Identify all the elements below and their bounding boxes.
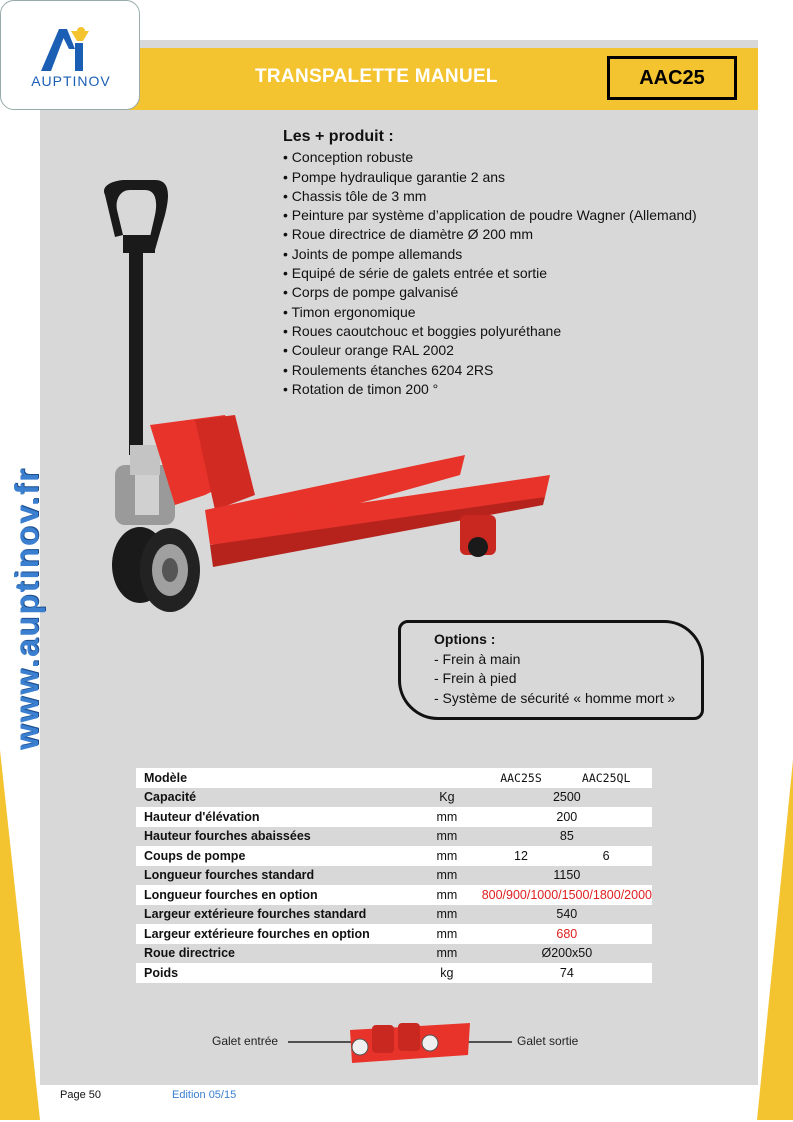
table-row: [136, 846, 652, 866]
list-item: • Conception robuste: [283, 148, 697, 167]
list-item: • Roulements étanches 6204 2RS: [283, 361, 697, 380]
table-cell: Poids: [136, 963, 412, 983]
table-cell: kg: [412, 963, 482, 983]
logo-text: AUPTINOV: [31, 73, 111, 89]
table-cell: Capacité: [136, 788, 412, 808]
features-list: [283, 148, 697, 399]
table-cell: Largeur extérieure fourches standard: [136, 905, 412, 925]
list-item: - Frein à main: [434, 650, 521, 667]
list-item: • Roue directrice de diamètre Ø 200 mm: [283, 225, 697, 244]
side-url: www.auptinov.fr: [8, 467, 45, 750]
table-row: [136, 924, 652, 944]
table-cell: 85: [482, 827, 652, 847]
specs-table: [136, 768, 652, 983]
list-item: • Joints de pompe allemands: [283, 245, 697, 264]
table-cell: Hauteur fourches abaissées: [136, 827, 412, 847]
table-row: [136, 963, 652, 983]
table-cell: Modèle: [136, 768, 412, 788]
yellow-corner-right: [757, 760, 793, 1120]
yellow-corner-left: [0, 750, 40, 1120]
table-cell: mm: [412, 905, 482, 925]
table-cell: AAC25QL: [560, 768, 652, 788]
auptinov-logo-icon: [1, 1, 141, 73]
table-cell: [412, 768, 482, 788]
page-title: TRANSPALETTE MANUEL: [255, 66, 498, 87]
model-code-box: AAC25: [607, 56, 737, 100]
list-item: • Chassis tôle de 3 mm: [283, 187, 697, 206]
galet-sortie-label: Galet sortie: [517, 1034, 579, 1048]
edition-label: Edition 05/15: [172, 1089, 237, 1101]
table-cell: AAC25S: [482, 768, 561, 788]
table-row: [136, 866, 652, 886]
table-cell: 540: [482, 905, 652, 925]
list-item: • Timon ergonomique: [283, 303, 697, 322]
table-cell: mm: [412, 866, 482, 886]
logo: [0, 0, 140, 110]
table-cell: Longueur fourches en option: [136, 885, 412, 905]
table-cell: mm: [412, 885, 482, 905]
table-cell: Kg: [412, 788, 482, 808]
list-item: - Frein à pied: [434, 670, 517, 686]
list-item: • Equipé de série de galets entrée et sortie: [283, 264, 697, 283]
table-cell: Largeur extérieure fourches en option: [136, 924, 412, 944]
table-cell: 1150: [482, 866, 652, 886]
table-row: [136, 944, 652, 964]
list-item: • Roues caoutchouc et boggies polyuréthane: [283, 322, 697, 341]
table-cell: 680: [482, 924, 652, 944]
table-cell: 200: [482, 807, 652, 827]
table-cell: Coups de pompe: [136, 846, 412, 866]
table-row: [136, 885, 652, 905]
table-row: [136, 768, 652, 788]
galet-entree-label: Galet entrée: [212, 1034, 279, 1048]
table-cell: Ø200x50: [482, 944, 652, 964]
table-row: [136, 788, 652, 808]
table-cell: 800/900/1000/1500/1800/2000: [482, 885, 652, 905]
list-item: • Peinture par système d’application de poudre Wagner (Allemand): [283, 206, 697, 225]
table-cell: mm: [412, 846, 482, 866]
table-cell: mm: [412, 807, 482, 827]
table-cell: 2500: [482, 788, 652, 808]
table-row: [136, 827, 652, 847]
table-cell: 12: [482, 846, 561, 866]
table-cell: Hauteur d'élévation: [136, 807, 412, 827]
list-item: • Corps de pompe galvanisé: [283, 283, 697, 302]
table-cell: Roue directrice: [136, 944, 412, 964]
table-cell: mm: [412, 944, 482, 964]
table-cell: 6: [560, 846, 652, 866]
options-heading: Options :: [434, 631, 496, 647]
list-item: - Système de sécurité « homme mort »: [434, 689, 676, 706]
list-item: • Pompe hydraulique garantie 2 ans: [283, 168, 697, 187]
table-cell: Longueur fourches standard: [136, 866, 412, 886]
list-item: • Couleur orange RAL 2002: [283, 341, 697, 360]
list-item: • Rotation de timon 200 °: [283, 380, 697, 399]
table-cell: 74: [482, 963, 652, 983]
page-number: Page 50: [60, 1089, 101, 1101]
table-cell: mm: [412, 827, 482, 847]
table-row: [136, 905, 652, 925]
table-row: [136, 807, 652, 827]
options-block: [434, 630, 675, 708]
features-block: [283, 127, 697, 399]
galet-diagram-icon: [280, 1015, 520, 1075]
features-heading: Les + produit :: [283, 128, 394, 145]
table-cell: mm: [412, 924, 482, 944]
